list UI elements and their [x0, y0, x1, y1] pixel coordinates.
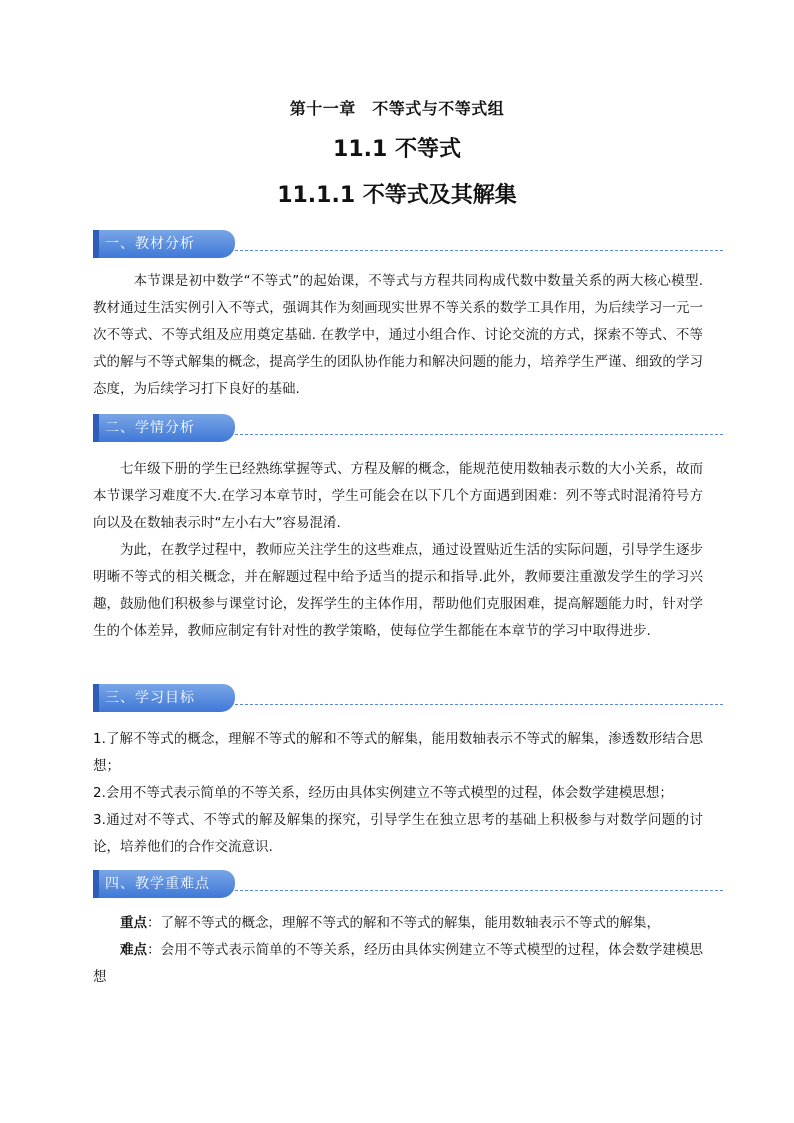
- learning-goals-list: [93, 726, 703, 861]
- section-header-key-difficult-points: [93, 870, 723, 900]
- section-tab: 三、学习目标: [93, 684, 235, 712]
- paragraph: 七年级下册的学生已经熟练掌握等式、方程及解的概念，能规范使用数轴表示数的大小关系，故而本节课学习难度不大.在学习本章节时，学生可能会在以下几个方面遇到困难：列不等式时混淆符号方向以及在数轴表示时“左小右大”容易混淆.: [93, 461, 703, 531]
- section-title: 11.1 不等式: [333, 137, 461, 162]
- section-header-textbook-analysis: [93, 230, 723, 260]
- dashed-divider: [235, 704, 723, 705]
- subsection-title: 11.1.1 不等式及其解集: [277, 183, 517, 208]
- key-point-label: 重点: [120, 915, 147, 931]
- chapter-title: 第十一章 不等式与不等式组: [289, 99, 505, 118]
- section-tab: 四、教学重难点: [93, 870, 235, 898]
- key-point: [93, 910, 703, 937]
- section-header-learning-goals: [93, 684, 723, 714]
- student-analysis-body: [93, 456, 703, 645]
- key-point-text: ：了解不等式的概念，理解不等式的解和不等式的解集，能用数轴表示不等式的解集，: [147, 915, 660, 931]
- paragraph: 本节课是初中数学“不等式”的起始课，不等式与方程共同构成代数中数量关系的两大核心模型.教材通过生活实例引入不等式，强调其作为刻画现实世界不等关系的数学工具作用，为后续学习一元一次不等式、不等式组及应用奠定基础. 在教学中，通过小组合作、讨论交流的方式，探索不等式、不等式的解与不等式解集的概念，提高学生的团队协作能力和解决问题的能力，培养学生严谨、细致的学习态度，为后续学习打下良好的基础.: [93, 273, 703, 397]
- list-item: 2.会用不等式表示简单的不等关系，经历由具体实例建立不等式模型的过程，体会数学建模思想；: [93, 785, 673, 801]
- textbook-analysis-body: [93, 268, 703, 403]
- key-difficult-body: [93, 910, 703, 991]
- difficult-point: [93, 937, 703, 991]
- dashed-divider: [235, 890, 723, 891]
- list-item: 3.通过对不等式、不等式的解及解集的探究，引导学生在独立思考的基础上积极参与对数学问题的讨论，培养他们的合作交流意识.: [93, 812, 703, 855]
- difficult-point-text: ：会用不等式表示简单的不等关系，经历由具体实例建立不等式模型的过程，体会数学建模思想: [93, 942, 704, 985]
- dashed-divider: [235, 434, 723, 435]
- list-item: 1.了解不等式的概念，理解不等式的解和不等式的解集，能用数轴表示不等式的解集，渗透数形结合思想；: [93, 731, 703, 774]
- dashed-divider: [235, 250, 723, 251]
- paragraph: 为此，在教学过程中，教师应关注学生的这些难点，通过设置贴近生活的实际问题，引导学生逐步明晰不等式的相关概念，并在解题过程中给予适当的提示和指导.此外，教师要注重激发学生的学习兴趣，鼓励他们积极参与课堂讨论，发挥学生的主体作用，帮助他们克服困难，提高解题能力时，针对学生的个体差异，教师应制定有针对性的教学策略，使每位学生都能在本章节的学习中取得进步.: [93, 542, 703, 639]
- section-header-student-analysis: [93, 414, 723, 444]
- section-tab: 一、教材分析: [93, 230, 235, 258]
- difficult-point-label: 难点: [120, 942, 148, 958]
- section-tab: 二、学情分析: [93, 414, 235, 442]
